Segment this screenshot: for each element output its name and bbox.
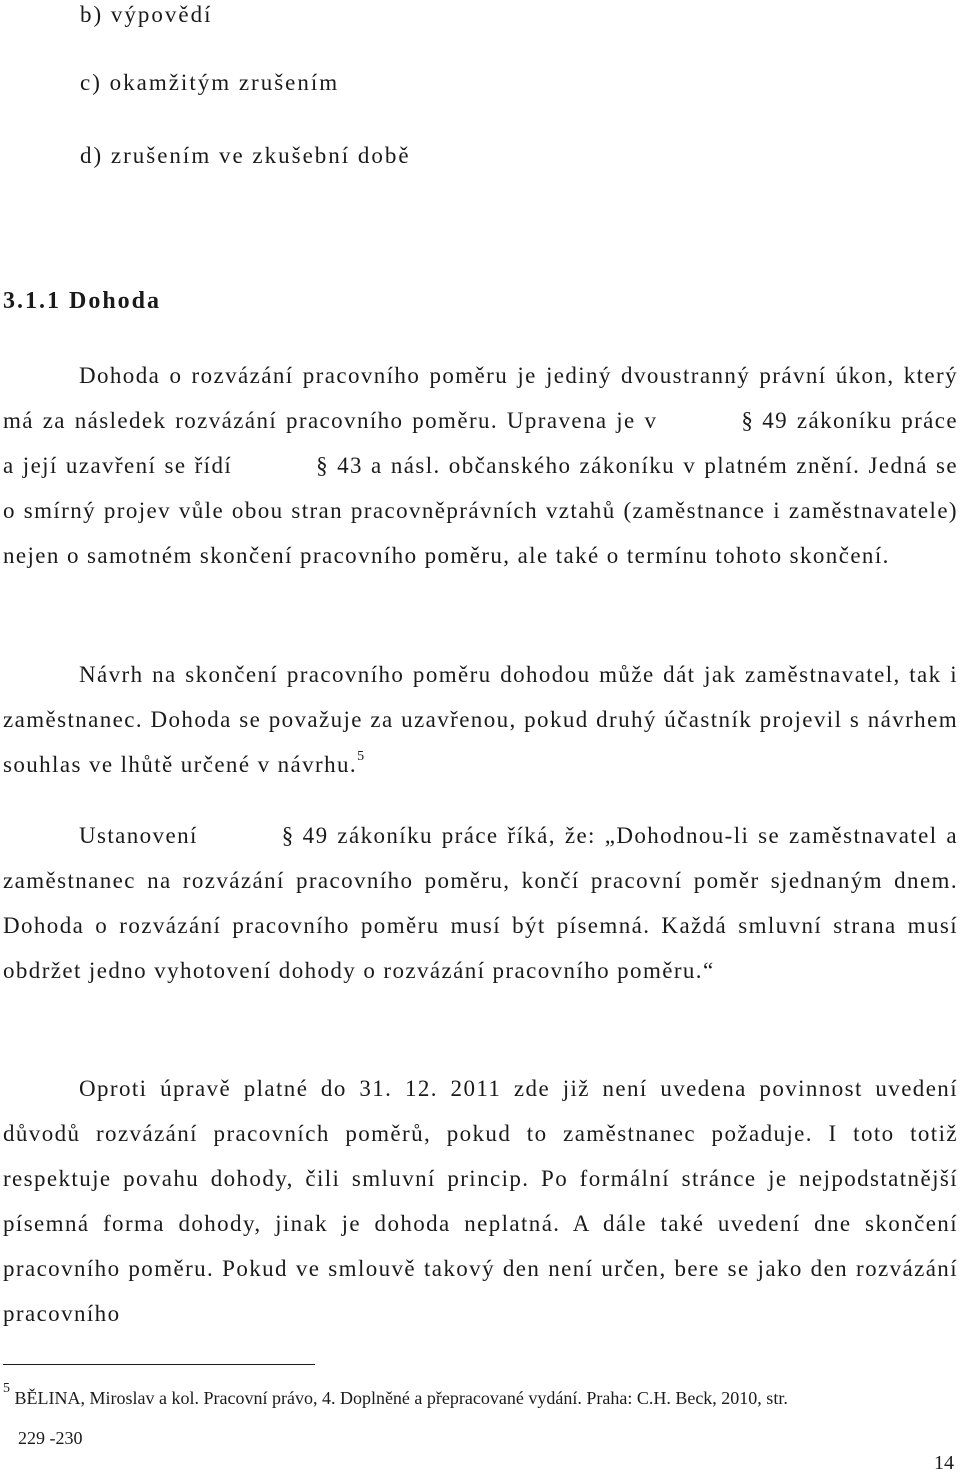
- footnote-reference: 5: [357, 749, 366, 764]
- footnote-text: BĚLINA, Miroslav a kol. Pracovní právo, 4. Doplněné a přepracované vydání. Praha: C.H. Beck, 2010, str.: [14, 1388, 788, 1408]
- list-item-c: c) okamžitým zrušením: [80, 70, 340, 95]
- footnote-pages: 229 -230: [18, 1428, 83, 1448]
- section-sign: §: [316, 453, 330, 478]
- footnote-separator: [3, 1364, 315, 1365]
- paragraph-1-text-c: 43 a násl. občanského zákoníku v platném znění. Jedná se o smírný projev vůle obou stran pracovněprávních vztahů (zaměstnance i zaměstnavatele) nejen o samotném skončení pracovního poměru, ale také o termínu tohoto skončení.: [3, 453, 959, 568]
- footnote: [3, 1378, 958, 1458]
- paragraph-1: [3, 353, 958, 578]
- list-item-b: b) výpovědí: [80, 2, 213, 27]
- paragraph-3-text-a: Ustanovení: [79, 823, 198, 848]
- section-sign: §: [281, 823, 295, 848]
- list-item-d: d) zrušením ve zkušební době: [80, 143, 411, 168]
- paragraph-2: [3, 652, 958, 787]
- section-sign: §: [741, 408, 755, 433]
- paragraph-4-text: Oproti úpravě platné do 31. 12. 2011 zde již není uvedena povinnost uvedení důvodů rozvázání pracovních poměrů, pokud to zaměstnanec požaduje. I toto totiž respektuje povahu dohody, čili smluvní princip. Po formální stránce je nejpodstatnější písemná forma dohody, jinak je dohoda neplatná. A dále také uvedení dne skončení pracovního poměru. Pokud ve smlouvě takový den není určen, bere se jako den rozvázání pracovního: [3, 1076, 958, 1326]
- section-heading: [3, 285, 161, 317]
- section-title: Dohoda: [69, 288, 162, 314]
- paragraph-1-text-b: 49 zákoníku práce a její uzavření se řídí: [3, 408, 958, 478]
- paragraph-3-text-b: 49 zákoníku práce říká, že: „Dohodnou-li se zaměstnavatel a zaměstnanec na rozvázání pracovního poměru, končí pracovní poměr sjednaným dnem. Dohoda o rozvázání pracovního poměru musí být písemná. Každá smluvní strana musí obdržet jedno vyhotovení dohody o rozvázání pracovního poměru.“: [3, 823, 958, 983]
- footnote-number: 5: [3, 1381, 10, 1396]
- paragraph-4: [3, 1066, 958, 1336]
- section-number: 3.1.1: [3, 288, 61, 314]
- paragraph-2-text: Návrh na skončení pracovního poměru dohodou může dát jak zaměstnavatel, tak i zaměstnanec. Dohoda se považuje za uzavřenou, pokud druhý účastník projevil s návrhem souhlas ve lhůtě určené v návrhu.: [3, 662, 958, 777]
- page-number: 14: [934, 1452, 954, 1474]
- paragraph-3: [3, 813, 958, 993]
- paragraph-1-text-a: Dohoda o rozvázání pracovního poměru je jediný dvoustranný právní úkon, který má za následek rozvázání pracovního poměru. Upravena je v: [3, 363, 958, 433]
